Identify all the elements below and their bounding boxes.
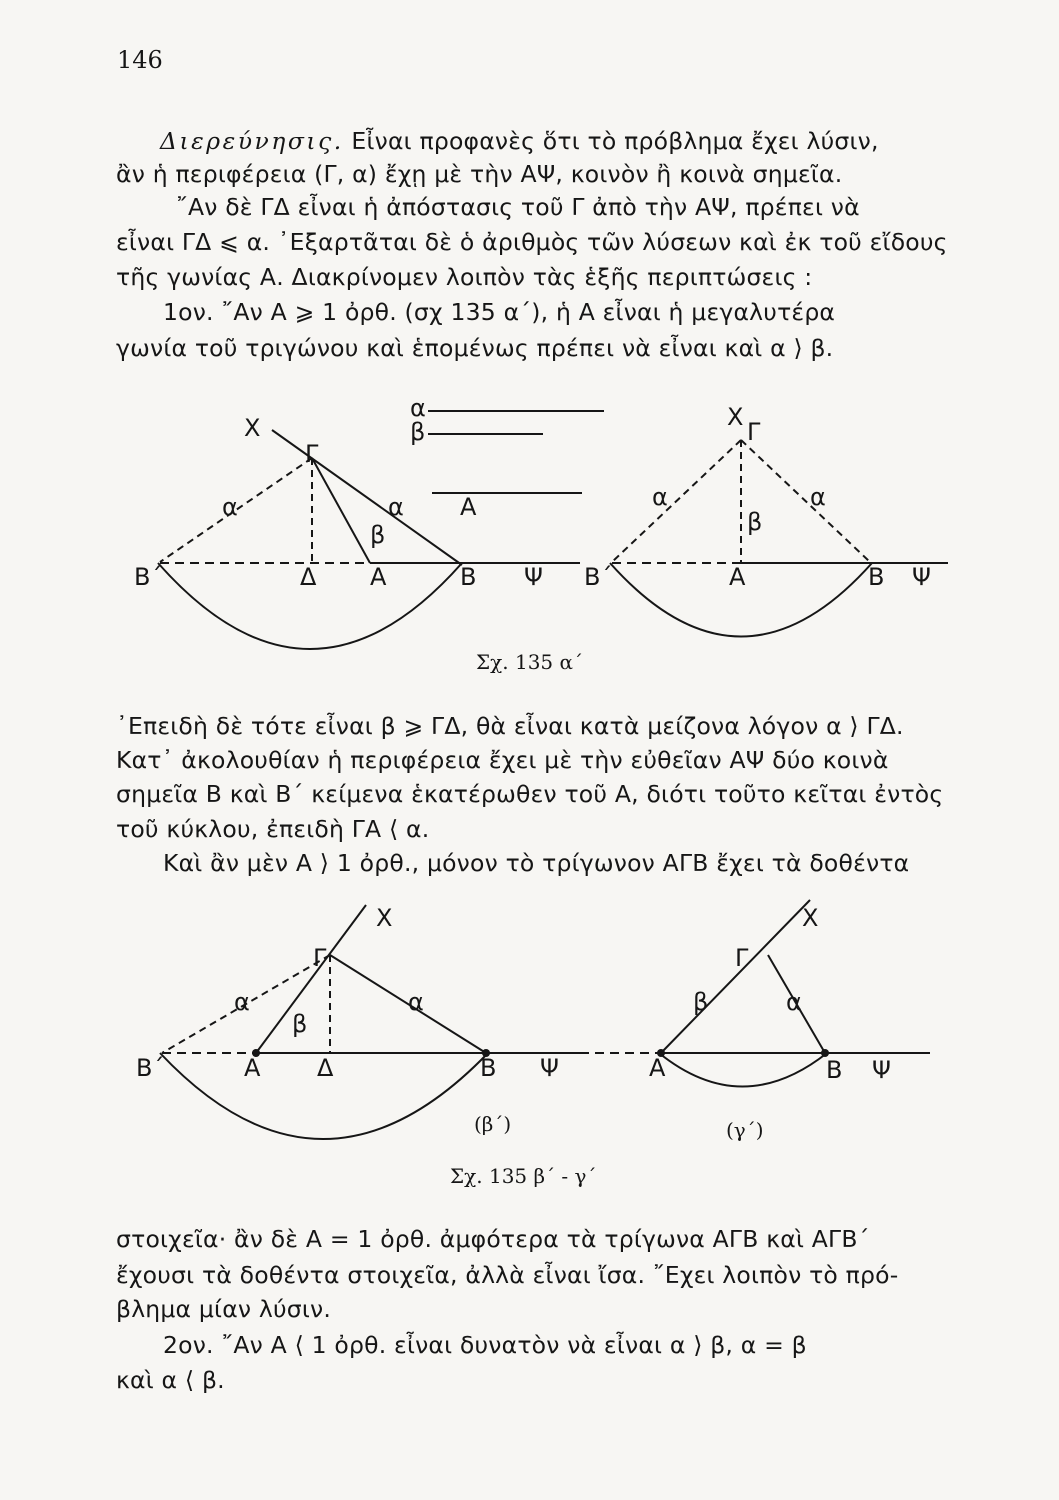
label-b-prime: Β΄ (134, 563, 163, 591)
figure-caption: Σχ. 135 β΄ - γ΄ (450, 1164, 597, 1188)
label-x: X (802, 904, 819, 932)
label-b-vertex: Β (868, 563, 885, 591)
arc-right (659, 1053, 827, 1087)
text-line: 1ον. ῎Αν Α ⩾ 1 ὀρθ. (σχ 135 α΄), ἡ Α εἶναι ἡ μεγαλυτέρα (163, 298, 836, 326)
label-b: β (693, 988, 709, 1016)
label-psi: Ψ (912, 563, 931, 591)
label-x: X (376, 904, 393, 932)
figure-caption: Σχ. 135 α΄ (476, 650, 584, 674)
text-line: γωνία τοῦ τριγώνου καὶ ἑπομένως πρέπει νὰ εἶναι καὶ α ⟩ β. (116, 334, 834, 362)
label-a: α (810, 483, 826, 511)
label-a: α (786, 988, 802, 1016)
text-line-content: Εἶναι προφανὲς ὅτι τὸ πρόβλημα ἔχει λύσιν, (343, 127, 879, 155)
label-a: α (388, 493, 404, 521)
label-g: Γ (313, 944, 327, 972)
label-a-vertex: Α (729, 563, 746, 591)
label-g: Γ (747, 418, 761, 446)
label-b: β (292, 1010, 308, 1038)
label-psi: Ψ (524, 563, 543, 591)
label-a: α (234, 988, 250, 1016)
label-x: X (727, 403, 744, 431)
text-line: βλημα μίαν λύσιν. (116, 1295, 332, 1323)
legend-a: α (410, 394, 426, 422)
subfigure-label-g: (γ΄) (726, 1118, 764, 1142)
line-xa (256, 905, 366, 1053)
label-b-vertex: Β (826, 1056, 843, 1084)
legend-b: β (410, 418, 426, 446)
label-d: Δ (317, 1054, 334, 1082)
label-psi: Ψ (872, 1056, 891, 1084)
text-line: τοῦ κύκλου, ἐπειδὴ ΓΑ ⟨ α. (116, 815, 430, 843)
label-b: β (370, 521, 386, 549)
label-a-vertex: Α (649, 1054, 666, 1082)
text-line: Καὶ ἂν μὲν Α ⟩ 1 ὀρθ., μόνον τὸ τρίγωνον ΑΓΒ ἔχει τὰ δοθέντα (163, 849, 910, 877)
text-line: Κατ᾿ ἀκολουθίαν ἡ περιφέρεια ἔχει μὲ τὴν εὐθεῖαν ΑΨ δύο κοινὰ (116, 746, 889, 774)
label-d: Δ (300, 563, 317, 591)
text-line: ἂν ἡ περιφέρεια (Γ, α) ἔχῃ μὲ τὴν ΑΨ, κοινὸν ἢ κοινὰ σημεῖα. (116, 160, 843, 188)
line-xa-right (661, 900, 810, 1053)
text-line: 2ον. ῎Αν Α ⟨ 1 ὀρθ. εἶναι δυνατὸν νὰ εἶναι α ⟩ β, α = β (163, 1331, 807, 1359)
label-b-vertex: Β (460, 563, 477, 591)
label-b-vertex: Β (480, 1054, 497, 1082)
section-heading: Διερεύνησις. (160, 127, 344, 155)
label-a-vertex: Α (370, 563, 387, 591)
label-a: α (222, 493, 238, 521)
label-b-prime: Β΄ (136, 1054, 165, 1082)
text-line: καὶ α ⟨ β. (116, 1366, 225, 1394)
label-b-prime: Β΄ (584, 563, 613, 591)
text-line: ᾿Επειδὴ δὲ τότε εἶναι β ⩾ ΓΔ, θὰ εἶναι κατὰ μείζονα λόγον α ⟩ ΓΔ. (116, 712, 904, 740)
text-line: στοιχεῖα· ἂν δὲ Α = 1 ὀρθ. ἀμφότερα τὰ τρίγωνα ΑΓΒ καὶ ΑΓΒ΄ (116, 1225, 870, 1253)
label-a-vertex: Α (244, 1054, 261, 1082)
text-line: τῆς γωνίας Α. Διακρίνομεν λοιπὸν τὰς ἑξῆς περιπτώσεις : (116, 263, 813, 291)
subfigure-label-b: (β΄) (474, 1112, 512, 1136)
text-line: σημεῖα Β καὶ Β΄ κείμενα ἑκατέρωθεν τοῦ Α, διότι τοῦτο κεῖται ἐντὸς (116, 780, 944, 808)
label-a-top: Α (460, 493, 477, 521)
label-psi: Ψ (540, 1054, 559, 1082)
label-a: α (652, 483, 668, 511)
label-a: α (408, 988, 424, 1016)
label-g: Γ (305, 440, 319, 468)
page-number: 146 (117, 46, 163, 74)
label-x: X (244, 414, 261, 442)
text-line: ῎Αν δὲ ΓΔ εἶναι ἡ ἀπόστασις τοῦ Γ ἀπὸ τὴν ΑΨ, πρέπει νὰ (176, 193, 860, 221)
label-b: β (747, 508, 763, 536)
label-g: Γ (735, 944, 749, 972)
text-line: ἔχουσι τὰ δοθέντα στοιχεῖα, ἀλλὰ εἶναι ἴσα. ῎Εχει λοιπὸν τὸ πρό- (116, 1261, 899, 1289)
text-line: εἶναι ΓΔ ⩽ α. ᾿Εξαρτᾶται δὲ ὁ ἀριθμὸς τῶν λύσεων καὶ ἐκ τοῦ εἴδους (116, 228, 948, 256)
